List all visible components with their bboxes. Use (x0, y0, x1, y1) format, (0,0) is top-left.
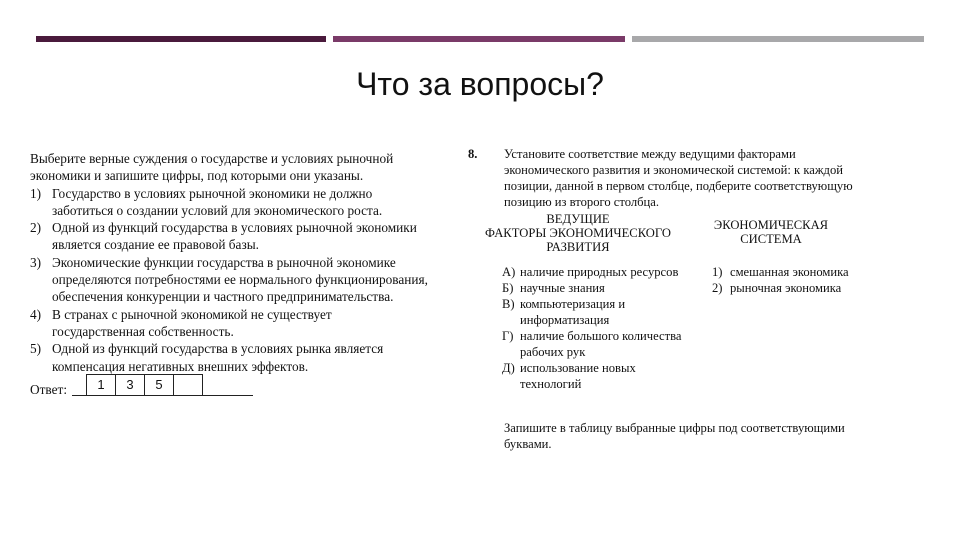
statement-number: 3) (30, 254, 42, 270)
factor-text: наличие природных ресурсов (520, 265, 679, 279)
factors-header (478, 212, 678, 254)
accent-bar-dark (36, 36, 326, 42)
system-item (712, 280, 872, 296)
slide-title: Что за вопросы? (356, 66, 604, 102)
systems-list (712, 264, 872, 296)
answer-cell[interactable]: 5 (144, 374, 174, 396)
task-number: 8. (468, 147, 478, 161)
factor-item (502, 280, 682, 296)
answer-cell[interactable]: 3 (115, 374, 145, 396)
statement-text: Экономические функции государства в рыночной экономике определяются потребностями ее нормального функционирования, обеспечения конкуренции и частного предпринимательства. (52, 254, 428, 305)
answer-row (30, 377, 428, 399)
statement-5 (30, 340, 428, 375)
accent-bar-gray (632, 36, 924, 42)
system-item (712, 264, 872, 280)
left-task (30, 150, 428, 399)
factor-text: компьютеризация и информатизация (520, 297, 626, 327)
statement-number: 2) (30, 220, 42, 236)
factor-item (502, 296, 682, 328)
statement-text: Одной из функций государства в условиях рыночной экономики является создание ее правовой базы. (52, 220, 417, 253)
factors-header-line: ФАКТОРЫ ЭКОНОМИЧЕСКОГО (485, 226, 671, 240)
statement-1 (30, 185, 428, 220)
factor-letter: А) (502, 265, 516, 279)
factor-item (502, 328, 682, 360)
system-number: 2) (712, 281, 723, 295)
factor-letter: Б) (502, 281, 514, 295)
system-text: смешанная экономика (730, 265, 849, 279)
answer-cell[interactable] (173, 374, 203, 396)
task-intro-line-2: экономики и запишите цифры, под которыми они указаны. (30, 168, 364, 184)
answer-cell[interactable]: 1 (86, 374, 116, 396)
factors-list (502, 264, 682, 392)
right-task (468, 146, 858, 452)
systems-header (706, 218, 836, 246)
system-text: рыночная экономика (730, 281, 842, 295)
statement-number: 5) (30, 341, 42, 357)
statement-3 (30, 254, 428, 306)
statement-4 (30, 306, 428, 341)
factor-text: использование новых технологий (520, 361, 636, 391)
factor-text: наличие большого количества рабочих рук (520, 329, 682, 359)
factors-header-line: ВЕДУЩИЕ (546, 212, 610, 226)
factor-letter: В) (502, 297, 515, 311)
statement-text: Одной из функций государства в условиях рынка является компенсация негативных внешних эффектов. (52, 341, 384, 374)
factor-text: научные знания (520, 281, 605, 295)
factor-letter: Г) (502, 329, 514, 343)
systems-header-line: ЭКОНОМИЧЕСКАЯ (713, 218, 829, 232)
system-number: 1) (712, 265, 723, 279)
task-footnote: Запишите в таблицу выбранные цифры под соответствующими буквами. (504, 421, 845, 451)
task-intro-line-1: Выберите верные суждения о государстве и условиях рыночной (30, 151, 394, 166)
factor-item (502, 360, 682, 392)
answer-label: Ответ: (30, 381, 68, 397)
statement-text: Государство в условиях рыночной экономики не должно заботиться о создании условий для экономического роста. (52, 185, 383, 218)
factor-letter: Д) (502, 361, 515, 375)
factor-item (502, 264, 682, 280)
answer-cells (86, 374, 202, 396)
task-instruction: Установите соответствие между ведущими факторами экономического развития и экономической системой: к каждой позиции, данной в первом столбце, подберите соответствующую позицию из второго столбца. (504, 147, 853, 209)
factors-header-line: РАЗВИТИЯ (546, 240, 610, 254)
systems-header-line: СИСТЕМА (740, 232, 802, 246)
matching-columns (468, 212, 858, 432)
accent-bar-medium (333, 36, 625, 42)
statement-number: 1) (30, 185, 42, 201)
statement-2 (30, 219, 428, 254)
statement-text: В странах с рыночной экономикой не существует государственная собственность. (52, 306, 332, 339)
statement-number: 4) (30, 306, 42, 322)
